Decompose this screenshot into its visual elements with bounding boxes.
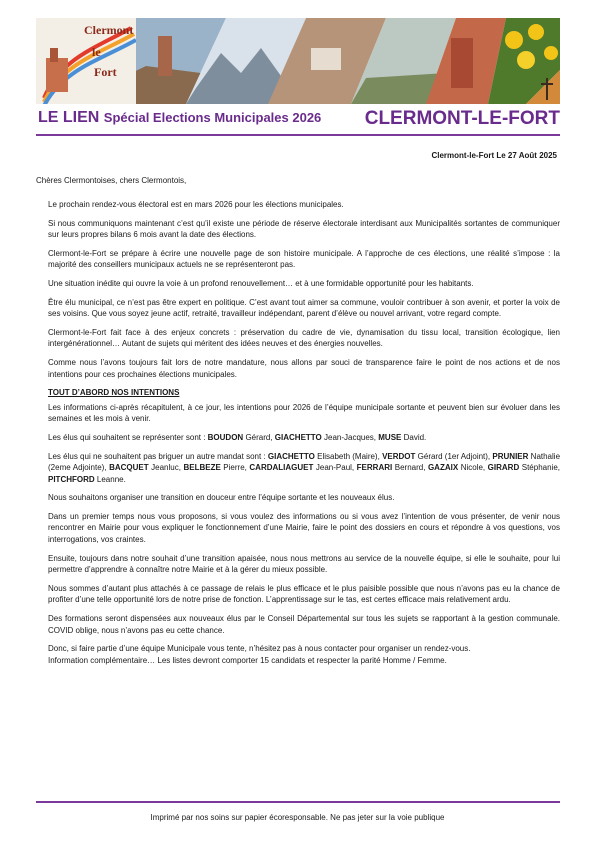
final-note: Information complémentaire… Les listes devront comporter 15 candidats et respecter la parité Homme / Femme.: [48, 655, 447, 665]
leaving-surname: GIACHETTO: [267, 451, 315, 461]
photo-village-tower: [158, 36, 172, 76]
candidate-firstname: Jean-Jacques,: [321, 432, 379, 442]
leaving-firstname: Gérard (1er Adjoint),: [415, 451, 493, 461]
letter-body: [48, 199, 560, 673]
section-title: TOUT D’ABORD NOS INTENTIONS: [48, 388, 180, 398]
footer-note: Imprimé par nos soins sur papier écoresponsable. Ne pas jeter sur la voie publique: [150, 813, 445, 822]
leaving-firstname: Pierre,: [220, 463, 250, 473]
candidate-surname: MUSE: [378, 432, 402, 442]
greeting: Chères Clermontoises, chers Clermontois,: [36, 176, 187, 185]
leaving-surname: VERDOT: [382, 451, 416, 461]
leaving-surname: BELBEZE: [183, 463, 221, 473]
paragraph: Le prochain rendez-vous électoral est en mars 2026 pour les élections municipales.: [48, 200, 344, 209]
leaving-firstname: Leanne.: [94, 474, 126, 484]
newsletter-title: [38, 109, 321, 127]
leaving-surname: PITCHFORD: [48, 474, 95, 484]
leaving-firstname: Nathalie (2eme Adjointe),: [48, 451, 561, 473]
leaving-firstname: Elisabeth (Maire),: [314, 451, 383, 461]
candidate-firstname: David.: [401, 432, 427, 442]
paragraph: Une situation inédite qui ouvre la voie à un profond renouvellement… et à une formidable opportunité pour les habitants.: [48, 278, 474, 288]
paragraph: Si nous communiquons maintenant c’est qu’il existe une période de réserve électorale interdisant aux Municipalités sortantes de communiquer sur leurs propres bilans 6 mois avant la date des élections.: [48, 218, 560, 240]
leaving-surname: FERRARI: [356, 463, 393, 473]
leaving-intro: Les élus qui ne souhaitent pas briguer un autre mandat sont :: [48, 451, 268, 461]
date-line: Clermont-le-Fort Le 27 Août 2025: [431, 151, 557, 160]
leaving-paragraph: [48, 451, 560, 486]
title-bar: [36, 108, 560, 132]
town-name: CLERMONT-LE-FORT: [364, 108, 560, 129]
header-divider: [36, 134, 560, 136]
leaving-surname: PRUNIER: [492, 451, 529, 461]
leaving-firstname: Nicole,: [458, 463, 488, 473]
paragraph: Clermont-le-Fort se prépare à écrire une nouvelle page de son histoire municipale. A l’approche de ces élections, une réalité s’impose : la majorité des conseillers municipaux actuels ne se représenteront pas.: [48, 248, 560, 270]
paragraph: Des formations seront dispensées aux nouveaux élus par le Conseil Départemental sur tous les sujets se rapportant à la gestion communale. COVID oblige, nous n’avons pas eu cette chance.: [48, 614, 560, 635]
paragraph: Nous souhaitons organiser une transition en douceur entre l’équipe sortante et les nouveaux élus.: [48, 493, 395, 503]
paragraph: Ensuite, toujours dans notre souhait d’une transition apaisée, nous nous mettrons au service de la nouvelle équipe, si elle le souhaite, pour lui permettre d’apprendre à connaître notre Mairie et à la gérer du mieux possible.: [48, 553, 560, 575]
footer-divider: [36, 801, 560, 803]
paragraph: Donc, si faire partie d’une équipe Municipale vous tente, n’hésitez pas à nous contacter pour organiser un rendez-vous.: [48, 644, 471, 654]
leaving-surname: GIRARD: [487, 463, 520, 473]
paragraph: Clermont-le-Fort fait face à des enjeux concrets : préservation du cadre de vie, dynamisation du tissu local, transition écologique, lien intergénérationnel… Autant de sujets qui méritent des idées neuves et des énergies nouvelles.: [48, 327, 560, 349]
leaving-firstname: Stéphanie,: [519, 463, 560, 473]
newsletter-subtitle: Spécial Elections Municipales 2026: [103, 110, 322, 125]
paragraph: Être élu municipal, ce n’est pas être expert en politique. C’est avant tout aimer sa commune, vouloir contribuer à son avenir, et porter la voix de ses voisins. Que vous soyez jeune actif, retraité, travailleur indépendant, parent d’élève ou nouvel arrivant, votre regard compte.: [48, 297, 560, 319]
candidate-surname: BOUDON: [207, 432, 244, 442]
leaving-surname: CARDALIAGUET: [249, 463, 314, 473]
leaving-firstname: Jeanluc,: [148, 463, 184, 473]
paragraph: Les informations ci-après récapitulent, à ce jour, les intentions pour 2026 de l’équipe municipale sortante et peuvent bien sur évoluer dans les semaines et les mois à venir.: [48, 402, 560, 424]
paragraph: Dans un premier temps nous vous proposons, si vous voulez des informations ou si vous avez l’intention de vous présenter, de venir nous rencontrer en Mairie pour vous expliquer le fonctionnement d’une Mairie, faire le point des dossiers en cours et répondre à vos questions, vos interrogations, vos craintes.: [48, 511, 560, 545]
header-banner: [36, 18, 560, 104]
paragraph: Nous sommes d’autant plus attachés à ce passage de relais le plus efficace et le plus paisible possible que nous n’avons pas eu la chance de profiter d’une telle opportunité lors de notre prise de fonction. L’apprentissage sur le tas, est certes efficace mais relativement ardu.: [48, 583, 560, 605]
candidate-surname: GIACHETTO: [274, 432, 322, 442]
logo-word-2: le: [92, 45, 101, 59]
paragraph: Comme nous l’avons toujours fait lors de notre mandature, nous allons par souci de transparence faire le point de nos actions et de nos intentions pour ces prochaines élections municipales.: [48, 357, 560, 379]
leaving-firstname: Jean-Paul,: [313, 463, 357, 473]
candidates-intro: Les élus qui souhaitent se représenter sont :: [48, 432, 208, 442]
newsletter-name: LE LIEN: [38, 109, 100, 126]
leaving-surname: BACQUET: [109, 463, 149, 473]
candidates-paragraph: [48, 432, 560, 444]
candidate-firstname: Gérard,: [243, 432, 275, 442]
leaving-firstname: Bernard,: [392, 463, 428, 473]
logo-word-3: Fort: [94, 65, 117, 79]
leaving-surname: GAZAIX: [427, 463, 459, 473]
logo-word-1: Clermont: [84, 23, 134, 37]
